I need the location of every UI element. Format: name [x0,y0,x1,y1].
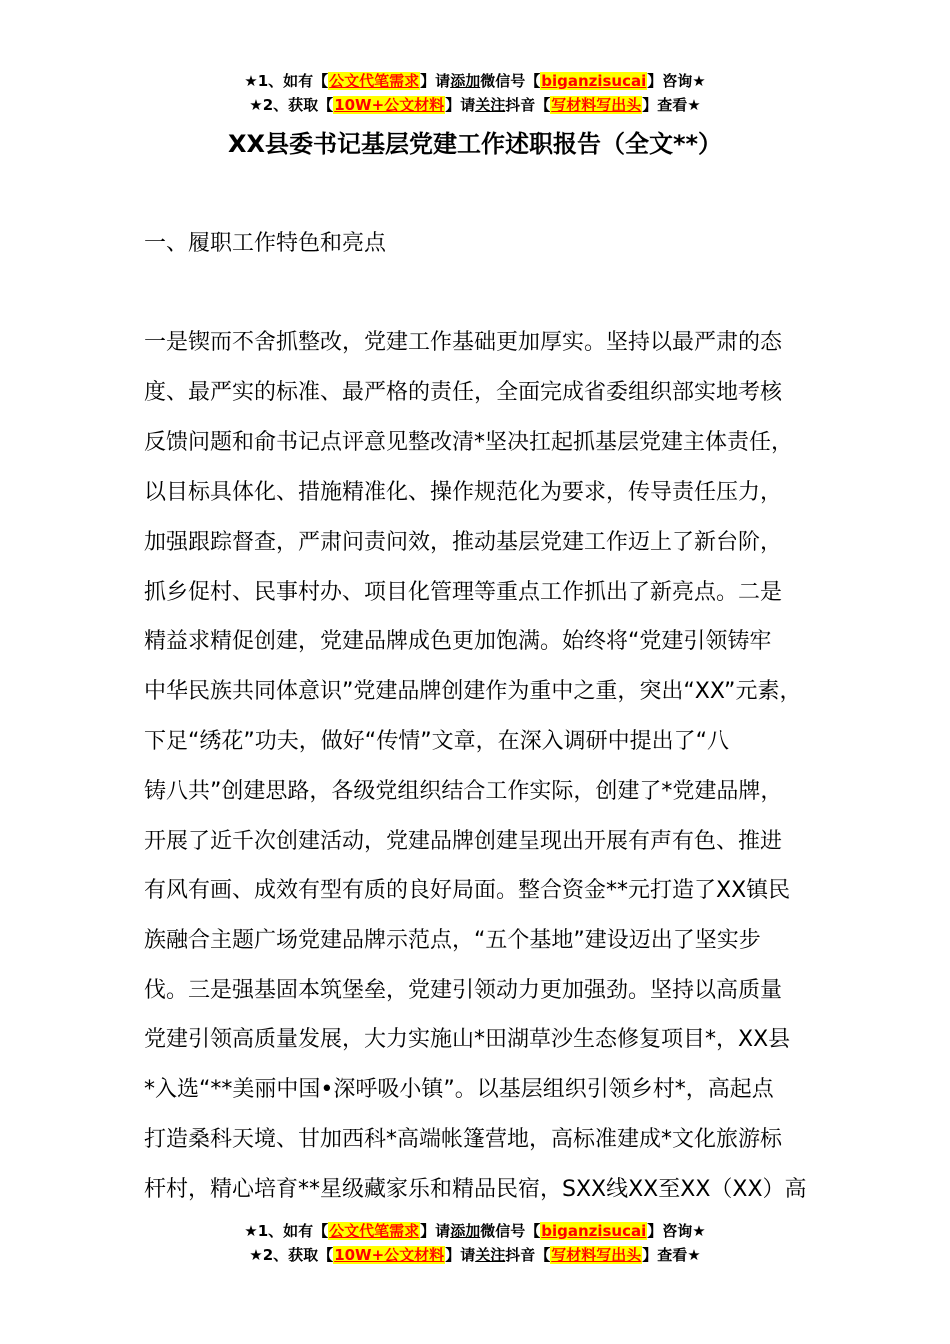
promo-highlight-wechat: biganzisucai [541,1222,647,1240]
promo-underline-add: 添加 [450,72,481,90]
body-line: 度、最严实的标准、最严格的责任，全面完成省委组织部实地考核 [144,380,783,405]
promo-line-2-mid: 】请 [445,96,476,114]
body-line: 开展了近千次创建活动，党建品牌创建呈现出开展有声有色、推进 [144,829,783,854]
body-line: 伐。三是强基固本筑堡垒，党建引领动力更加强劲。坚持以高质量 [144,978,783,1003]
body-line: 以目标具体化、措施精准化、操作规范化为要求，传导责任压力， [144,480,783,505]
promo-line-2 [0,1243,950,1267]
promo-underline-follow: 关注 [475,1246,506,1264]
body-line: 杆村，精心培育**星级藏家乐和精品民宿，SXX线XX至XX（XX）高 [144,1177,807,1202]
promo-line-2-prefix: ★2、获取【 [249,1246,334,1264]
document-title: XX县委书记基层党建工作述职报告（全文**） [227,130,723,158]
promo-line-1-prefix: ★1、如有【 [244,1222,329,1240]
promo-underline-follow: 关注 [475,96,506,114]
body-line: 党建引领高质量发展，大力实施山*田湖草沙生态修复项目*，XX县 [144,1027,791,1052]
body-line: 铸八共”创建思路，各级党组织结合工作实际，创建了*党建品牌， [144,779,783,804]
promo-line-2-suffix: 】查看★ [642,1246,701,1264]
promo-line-2-mid2: 抖音【 [505,1246,551,1264]
body-line: 精益求精促创建，党建品牌成色更加饱满。始终将“党建引领铸牢 [144,629,772,654]
promo-line-1-suffix: 】咨询★ [647,72,706,90]
promo-line-1-mid2: 微信号【 [480,72,541,90]
promo-highlight-materials: 10W+公文材料 [334,96,445,114]
promo-line-1 [0,69,950,93]
promo-highlight-douyin: 写材料写出头 [551,96,642,114]
promo-underline-add: 添加 [450,1222,481,1240]
promo-banner-top [0,69,950,117]
promo-highlight-service: 公文代笔需求 [329,1222,420,1240]
promo-line-1-mid2: 微信号【 [480,1222,541,1240]
section-heading: 一、履职工作特色和亮点 [144,231,387,256]
promo-line-2-suffix: 】查看★ [642,96,701,114]
promo-line-1-suffix: 】咨询★ [647,1222,706,1240]
promo-line-1-mid: 】请 [420,1222,451,1240]
promo-line-2-mid2: 抖音【 [505,96,551,114]
body-line: 加强跟踪督查，严肃问责问效，推动基层党建工作迈上了新台阶， [144,530,783,555]
body-line: *入选“**美丽中国•深呼吸小镇”。以基层组织引领乡村*，高起点 [144,1077,774,1102]
body-line: 打造桑科天境、甘加西科*高端帐篷营地，高标准建成*文化旅游标 [144,1127,783,1152]
promo-banner-bottom [0,1219,950,1267]
promo-highlight-materials: 10W+公文材料 [334,1246,445,1264]
promo-line-2-prefix: ★2、获取【 [249,96,334,114]
promo-line-1 [0,1219,950,1243]
body-line: 下足“绣花”功夫，做好“传情”文章，在深入调研中提出了“八 [144,729,729,754]
promo-highlight-wechat: biganzisucai [541,72,647,90]
body-line: 中华民族共同体意识”党建品牌创建作为重中之重，突出“XX”元素， [144,679,802,704]
body-line: 抓乡促村、民事村办、项目化管理等重点工作抓出了新亮点。二是 [144,580,783,605]
body-line: 一是锲而不舍抓整改，党建工作基础更加厚实。坚持以最严肃的态 [144,330,783,355]
body-line: 族融合主题广场党建品牌示范点，“五个基地”建设迈出了坚实步 [144,928,761,953]
promo-line-2-mid: 】请 [445,1246,476,1264]
promo-line-2 [0,93,950,117]
body-line: 有风有画、成效有型有质的良好局面。整合资金**元打造了XX镇民 [144,878,791,903]
promo-line-1-prefix: ★1、如有【 [244,72,329,90]
body-line: 反馈问题和俞书记点评意见整改清*坚决扛起抓基层党建主体责任， [144,430,794,455]
promo-highlight-service: 公文代笔需求 [329,72,420,90]
promo-line-1-mid: 】请 [420,72,451,90]
promo-highlight-douyin: 写材料写出头 [551,1246,642,1264]
